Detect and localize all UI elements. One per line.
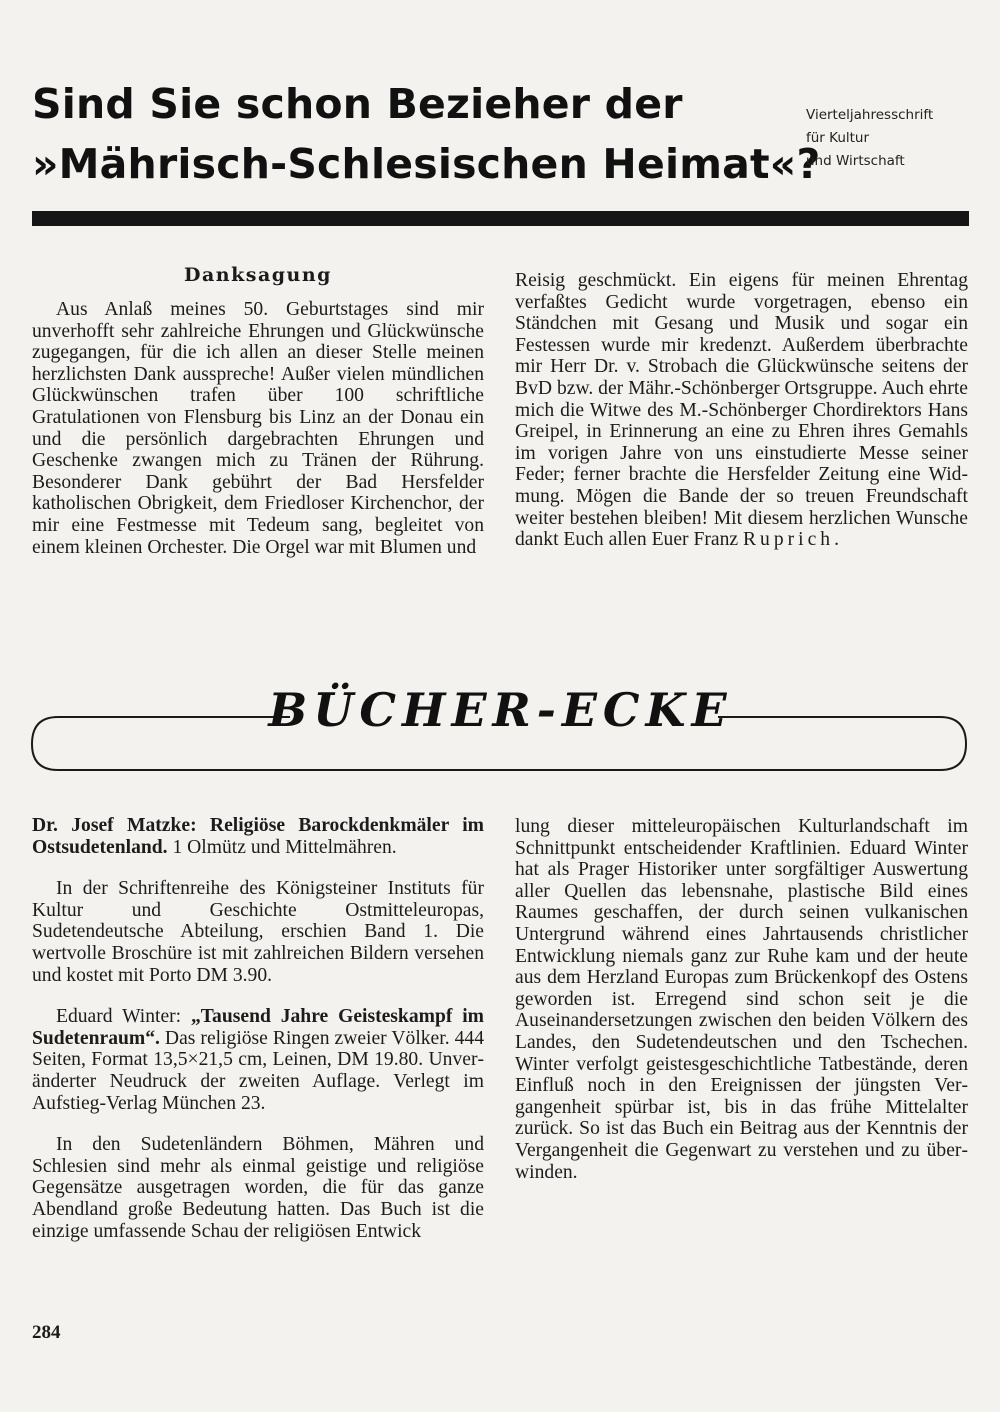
danksagung-right-column	[515, 270, 968, 551]
book-reviews-right-column	[515, 816, 968, 1183]
book1-heading-tail: 1 Olmütz und Mittelmähren.	[167, 836, 397, 858]
ad-title-line-2: »Mährisch-Schlesischen Heimat«?	[32, 140, 821, 188]
buecher-ecke-banner	[28, 680, 973, 790]
ad-subtitle-line-1: Vierteljahresschrift	[806, 107, 934, 123]
book2-author: Eduard Winter:	[56, 1006, 191, 1028]
book1-description: In der Schriftenreihe des Königsteiner Instituts für Kultur und Geschichte Ostmitteleuropas, Sudetendeutsche Abteilung, erschien Band 1. Die wertvolle Broschüre ist mit zahlreichen Bildern versehen und kostet mit Porto DM 3.90.	[32, 878, 484, 986]
book2-title: „Tausend Jahre Geisteskampf im Sudetenraum“.	[32, 1006, 484, 1049]
book-reviews-left-column	[32, 815, 484, 1242]
header-rule-bar	[32, 211, 969, 226]
page-number: 284	[32, 1322, 61, 1343]
buecher-ecke-title: BÜCHER-ECKE	[268, 683, 733, 737]
book2-review-part-2: lung dieser mitteleuropäischen Kulturlandschaft im Schnittpunkt entscheidender Kraftlinien. Eduard Winter hat als Prager Historiker unter sorgfältiger Auswertung aller Quellen das lebensnahe, plastische Bild eines Raumes geschaffen, der durch seinen vulkanischen Untergrund während eines Jahrtausends christlicher Entwicklung niemals ganz zur Ruhe kam und der heute aus dem Herzland Europas zum Brückenkopf des Ostens geworden ist. Erregend sind schon seit je die Auseinandersetzungen zwischen den beiden Völkern des Landes, den Sudetendeutschen und den Tschechen. Winter verfolgt geistesgeschichtliche Tatbestände, deren Einfluß noch in den Ereignissen der jüngsten Vergangenheit spürbar ist, bis in das frühe Mittelalter zurück. So ist das Buch ein Beitrag aus der Kenntnis der Vergangenheit die Gegenwart zu verstehen und zu überwinden.	[515, 816, 968, 1183]
danksagung-left-column	[32, 299, 484, 558]
danksagung-signature: Ruprich.	[742, 529, 843, 551]
danksagung-heading: Danksagung	[184, 264, 332, 286]
ad-title-line-1: Sind Sie schon Bezieher der	[32, 80, 683, 128]
ad-subtitle-line-2: für Kultur	[806, 130, 870, 146]
book2-details: Das religiöse Ringen zweier Völker. 444 Seiten, Format 13,5×21,5 cm, Leinen, DM 19.80. Unveränderter Neudruck der zweiten Auflage. Verlegt im Aufstieg-Verlag München 23.	[32, 1027, 484, 1114]
ad-subtitle	[806, 104, 976, 173]
book2-entry	[32, 1006, 484, 1114]
danksagung-text-right	[515, 270, 968, 551]
book2-review-part-1: In den Sudetenländern Böhmen, Mähren und Schlesien sind mehr als einmal geistige und religiöse Gegensätze ausgetragen worden, die für das ganze Abendland große Bedeutung hatten. Das Buch ist die einzige umfassende Schau der religiösen Entwick	[32, 1134, 484, 1242]
ad-subtitle-line-3: und Wirtschaft	[806, 153, 905, 169]
danksagung-text-right-body: Reisig geschmückt. Ein eigens für meinen Ehrentag verfaßtes Gedicht wurde vorgetragen, ebenso ein Ständchen mit Gesang und Musik und sogar ein Festessen wurde mir kredenzt. Außerdem überbrachte mir Herr Dr. v. Strobach die Glückwünsche seitens der BvD bzw. der Mähr.-Schönberger Ortsgruppe. Auch ehrte mich die Witwe des M.-Schönberger Chordirektors Hans Greipel, in Erinnerung an eine zu Ehren ihres Gemahls im vorigen Jahre von uns einstudierte Messe seiner Feder; ferner brachte die Hersfelder Zeitung eine Widmung. Mögen die Bande der so treuen Freundschaft weiter bestehen bleiben! Mit diesem herzlichen Wunsche dankt Euch allen Euer Franz	[515, 270, 968, 551]
danksagung-text-left: Aus Anlaß meines 50. Geburtstages sind mir unverhofft sehr zahlreiche Ehrungen und Glückwünsche zugegangen, für die ich allen an dieser Stelle meinen herzlichsten Dank ausspreche! Außer vielen mündlichen Glückwünschen trafen über 100 schriftliche Gratulationen von Flensburg bis Linz an der Donau ein und die persönlich dargebrachten Ehrungen und Geschenke zwangen mich zu Tränen der Rührung. Besonderer Dank gebührt der Bad Hersfelder katholischen Obrigkeit, dem Friedloser Kirchenchor, der mir eine Festmesse mit Tedeum sang, begleitet von einem kleinen Orchester. Die Orgel war mit Blumen und	[32, 299, 484, 558]
book1-heading: Dr. Josef Matzke: Religiöse Barockdenkmäler im Ostsudetenland.	[32, 815, 484, 858]
book1-entry	[32, 815, 484, 858]
subscription-ad-headline	[32, 74, 821, 194]
